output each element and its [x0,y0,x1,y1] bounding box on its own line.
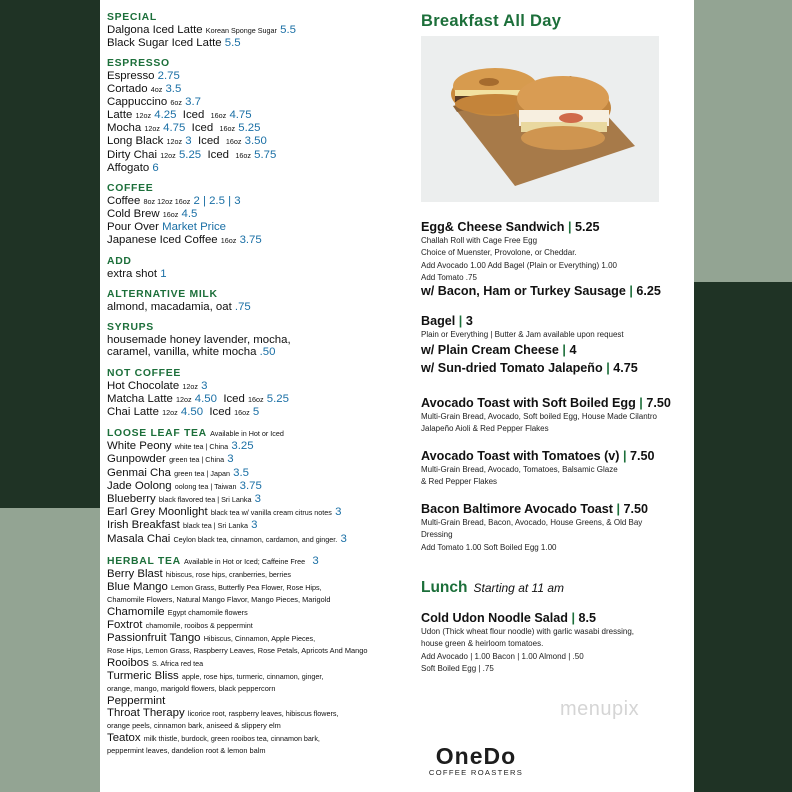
menu-item: Peppermint [107,694,166,707]
menu-item: Rooibos S. Africa red tea [107,656,204,669]
sandwich-photo [421,36,659,202]
menu-item: Blue Mango Lemon Grass, Butterfly Pea Flower, Rose Hips, [107,581,322,594]
menu-item: Gunpowder green tea | China 3 [107,453,234,466]
item-tomato-jalapeno: w/ Sun-dried Tomato Jalapeño | 4.75 [421,361,638,375]
logo-tagline: COFFEE ROASTERS [428,768,524,777]
menu-item: Espresso 2.75 [107,70,180,83]
background-sage-right [694,0,792,282]
section-not-coffee-heading: NOT COFFEE [107,367,181,379]
menu-item: Earl Grey Moonlight black tea w/ vanilla cream citrus notes 3 [107,506,342,519]
section-espresso-heading: ESPRESSO [107,58,170,70]
watermark: menupix [560,698,640,720]
item-avocado-tomato: Avocado Toast with Tomatoes (v) | 7.50 Multi-Grain Bread, Avocado, Tomatoes, Balsamic Glaze & Red Pepper Flakes [421,449,655,487]
item-description: orange, mango, marigold flowers, black peppercorn [107,684,276,694]
section-syrups-heading: SYRUPS [107,322,154,334]
menu-item: Passionfruit Tango Hibiscus, Cinnamon, Apple Pieces, [107,632,316,645]
menu-item: Hot Chocolate 12oz 3 [107,379,208,392]
item-avocado-egg: Avocado Toast with Soft Boiled Egg | 7.50 Multi-Grain Bread, Avocado, Soft boiled Egg, House Made Cilantro Jalapeño Aioli & Red Pepper Flakes [421,396,671,434]
item-bacon-avocado: Bacon Baltimore Avocado Toast | 7.50 Multi-Grain Bread, Bacon, Avocado, House Greens, & Old Bay Dressing Add Tomato 1.00 Soft Boiled Egg 1.00 [421,502,649,552]
menu-item: Pour Over Market Price [107,221,227,234]
menu-item: Berry Blast hibiscus, rose hips, cranberries, berries [107,567,291,580]
menu-item: Genmai Cha green tea | Japan 3.5 [107,466,249,479]
lunch-heading: Lunch Starting at 11 am [421,579,564,596]
menu-item: housemade honey lavender, mocha, [107,334,291,347]
menu-item: Irish Breakfast black tea | Sri Lanka 3 [107,519,258,532]
menu-item: extra shot 1 [107,267,167,280]
menu-item: Blueberry black flavored tea | Sri Lanka 3 [107,493,261,506]
item-bacon-upgrade: w/ Bacon, Ham or Turkey Sausage | 6.25 [421,284,661,298]
background-sage-left [0,508,100,792]
section-add-heading: ADD [107,255,132,267]
menu-item: Chamomile Egypt chamomile flowers [107,605,248,618]
menu-item: Cortado 4oz 3.5 [107,82,182,95]
menu-item: Jade Oolong oolong tea | Taiwan 3.75 [107,479,262,492]
menu-item: Long Black 12oz 3 Iced 16oz 3.50 [107,135,267,148]
item-egg-cheese: Egg& Cheese Sandwich | 5.25 Challah Roll with Cage Free Egg Choice of Muenster, Provolone, or Cheddar. Add Avocado 1.00 Add Bagel (Plain or Everything) 1.00 Add Tomato .75 [421,220,617,282]
brand-logo [420,744,532,777]
menu-item: Dirty Chai 12oz 5.25 Iced 16oz 5.75 [107,148,277,161]
logo-wordmark: OneDo [435,743,517,769]
item-description: peppermint leaves, dandelion root & lemon balm [107,745,266,755]
menu-item: Turmeric Bliss apple, rose hips, turmeric, cinnamon, ginger, [107,670,324,683]
item-cream-cheese: w/ Plain Cream Cheese | 4 [421,343,577,357]
menu-item: Latte 12oz 4.25 Iced 16oz 4.75 [107,109,252,122]
menu-item: Matcha Latte 12oz 4.50 Iced 16oz 5.25 [107,392,289,405]
menu-item: Cappuccino 6oz 3.7 [107,95,201,108]
menu-item: Chai Latte 12oz 4.50 Iced 16oz 5 [107,406,260,419]
drinks-column [107,12,397,756]
menu-item: White Peony white tea | China 3.25 [107,440,254,453]
item-udon: Cold Udon Noodle Salad | 8.5 Udon (Thick wheat flour noodle) with garlic wasabi dressing, house green & heirloom tomatoes. Add Avocado | 1.00 Bacon | 1.00 Almond | .50 Soft Boiled Egg | .75 [421,611,634,673]
background-dark-left [0,0,100,508]
menu-item: almond, macadamia, oat .75 [107,301,251,314]
breakfast-heading: Breakfast All Day [421,12,562,30]
menu-item: Black Sugar Iced Latte 5.5 [107,37,241,50]
item-description: Chamomile Flowers, Natural Mango Flavor, Mango Pieces, Marigold [107,595,331,605]
menu-item: Affogato 6 [107,161,159,174]
menu-item: Foxtrot chamomile, rooibos & peppermint [107,619,253,631]
section-special-heading: SPECIAL [107,12,157,23]
menu-item: Dalgona Iced Latte Korean Sponge Sugar 5.5 [107,24,296,36]
menu-item: Cold Brew 16oz 4.5 [107,208,198,221]
background-dark-right [694,282,792,792]
section-coffee-heading: COFFEE [107,183,154,195]
section-alt-milk-heading: ALTERNATIVE MILK [107,289,218,301]
menu-item: Mocha 12oz 4.75 Iced 16oz 5.25 [107,122,261,135]
item-bagel: Bagel | 3 Plain or Everything | Butter & Jam available upon request [421,314,624,339]
menu-item: Masala Chai Ceylon black tea, cinnamon, cardamon, and ginger. 3 [107,532,347,545]
sandwich-image [421,36,659,202]
item-description: Rose Hips, Lemon Grass, Raspberry Leaves, Rose Petals, Apricots And Mango [107,646,368,656]
menu-item: caramel, vanilla, white mocha .50 [107,346,276,359]
menu-item: Throat Therapy licorice root, raspberry leaves, hibiscus flowers, [107,707,339,720]
menu-item: Coffee 8oz 12oz 16oz 2 | 2.5 | 3 [107,195,241,208]
item-description: orange peels, cinnamon bark, aniseed & slippery elm [107,721,281,731]
menu-item: Japanese Iced Coffee 16oz 3.75 [107,233,262,246]
section-herbal-heading: HERBAL TEA Available in Hot or Iced; Caffeine Free 3 [107,554,320,567]
section-loose-leaf-heading: LOOSE LEAF TEA Available in Hot or Iced [107,428,284,440]
menu-item: Teatox milk thistle, burdock, green rooibos tea, cinnamon bark, [107,731,320,744]
